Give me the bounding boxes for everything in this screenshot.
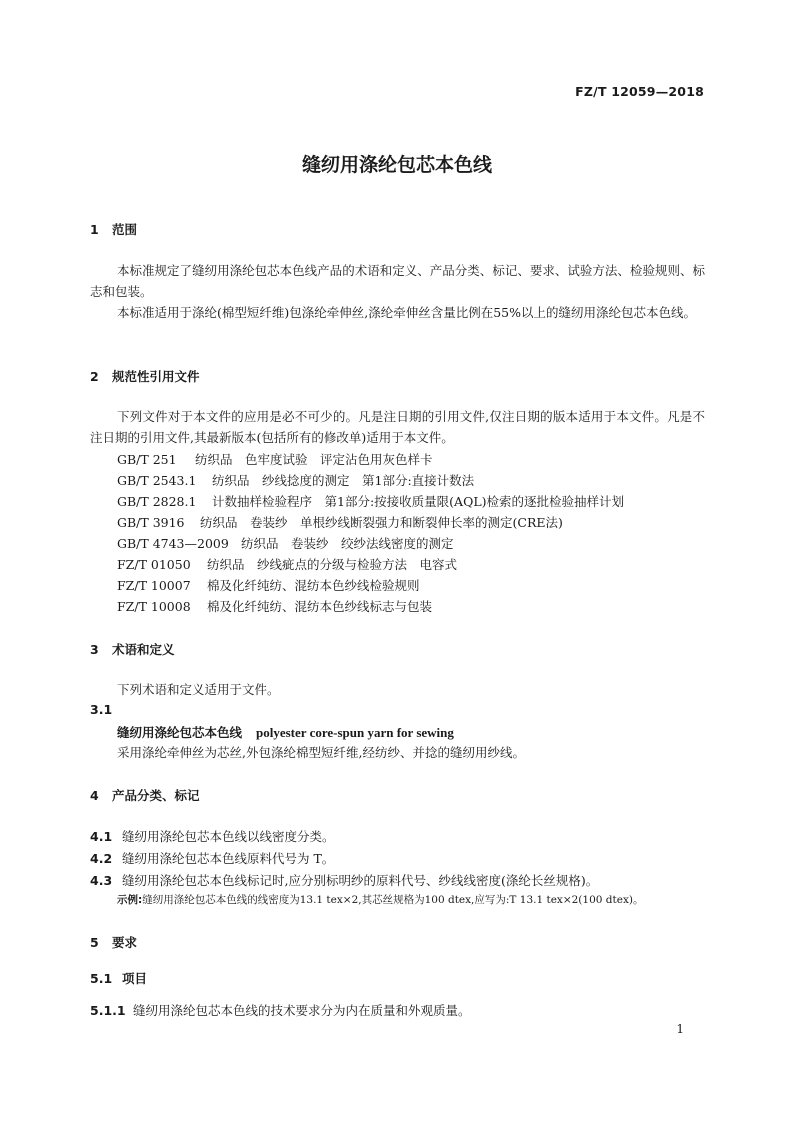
section-2-heading: 2 规范性引用文件 <box>90 369 200 384</box>
term-heading: 缝纫用涤纶包芯本色线 polyester core-spun yarn for sewing <box>117 725 454 740</box>
section-3-intro: 下列术语和定义适用于文件。 <box>117 682 280 697</box>
reference-item: GB/T 2828.1 计数抽样检验程序 第1部分:按接收质量限(AQL)检索的逐批检验抽样计划 <box>117 494 624 509</box>
section-1-heading: 1 范围 <box>90 222 138 237</box>
subsection-5-1-heading: 5.1 项目 <box>90 971 148 986</box>
standard-code: FZ/T 12059—2018 <box>575 84 704 99</box>
section-5-heading: 5 要求 <box>90 935 138 950</box>
document-title: 缝纫用涤纶包芯本色线 <box>301 154 492 176</box>
section-1-paragraph-2: 本标准适用于涤纶(棉型短纤维)包涤纶牵伸丝,涤纶牵伸丝含量比例在55%以上的缝纫用涤纶包芯本色线。 <box>117 305 697 320</box>
reference-item: FZ/T 10007 棉及化纤纯纺、混纺本色纱线检验规则 <box>117 578 420 593</box>
section-1-paragraph-1: 本标准规定了缝纫用涤纶包芯本色线产品的术语和定义、产品分类、标记、要求、试验方法、检验规则、标志和包装。 <box>90 263 705 299</box>
reference-item: GB/T 4743—2009 纺织品 卷装纱 绞纱法线密度的测定 <box>117 536 454 551</box>
reference-item: FZ/T 10008 棉及化纤纯纺、混纺本色纱线标志与包装 <box>117 599 433 614</box>
reference-item: FZ/T 01050 纺织品 纱线疵点的分级与检验方法 电容式 <box>117 557 458 572</box>
page-number: 1 <box>676 1022 684 1036</box>
clause-item: 4.3 缝纫用涤纶包芯本色线标记时,应分别标明纱的原料代号、纱线线密度(涤纶长丝规格)。 <box>90 873 599 888</box>
example-note: 示例:缝纫用涤纶包芯本色线的线密度为13.1 tex×2,其芯丝规格为100 dtex,应写为:T 13.1 tex×2(100 dtex)。 <box>117 894 644 906</box>
reference-item: GB/T 251 纺织品 色牢度试验 评定沾色用灰色样卡 <box>117 452 433 467</box>
term-definition: 采用涤纶牵伸丝为芯丝,外包涤纶棉型短纤维,经纺纱、并捻的缝纫用纱线。 <box>117 745 525 760</box>
reference-item: GB/T 3916 纺织品 卷装纱 单根纱线断裂强力和断裂伸长率的测定(CRE法) <box>117 515 563 530</box>
section-3-heading: 3 术语和定义 <box>90 642 175 657</box>
clause-item: 4.1 缝纫用涤纶包芯本色线以线密度分类。 <box>90 829 335 844</box>
clause-item: 4.2 缝纫用涤纶包芯本色线原料代号为 T。 <box>90 851 335 866</box>
reference-item: GB/T 2543.1 纺织品 纱线捻度的测定 第1部分:直接计数法 <box>117 473 475 488</box>
section-4-heading: 4 产品分类、标记 <box>90 788 200 803</box>
section-2-intro: 下列文件对于本文件的应用是必不可少的。凡是注日期的引用文件,仅注日期的版本适用于本文件。凡是不注日期的引用文件,其最新版本(包括所有的修改单)适用于本文件。 <box>90 409 705 445</box>
term-number: 3.1 <box>90 702 113 717</box>
clause-item: 5.1.1 缝纫用涤纶包芯本色线的技术要求分为内在质量和外观质量。 <box>90 1003 471 1018</box>
